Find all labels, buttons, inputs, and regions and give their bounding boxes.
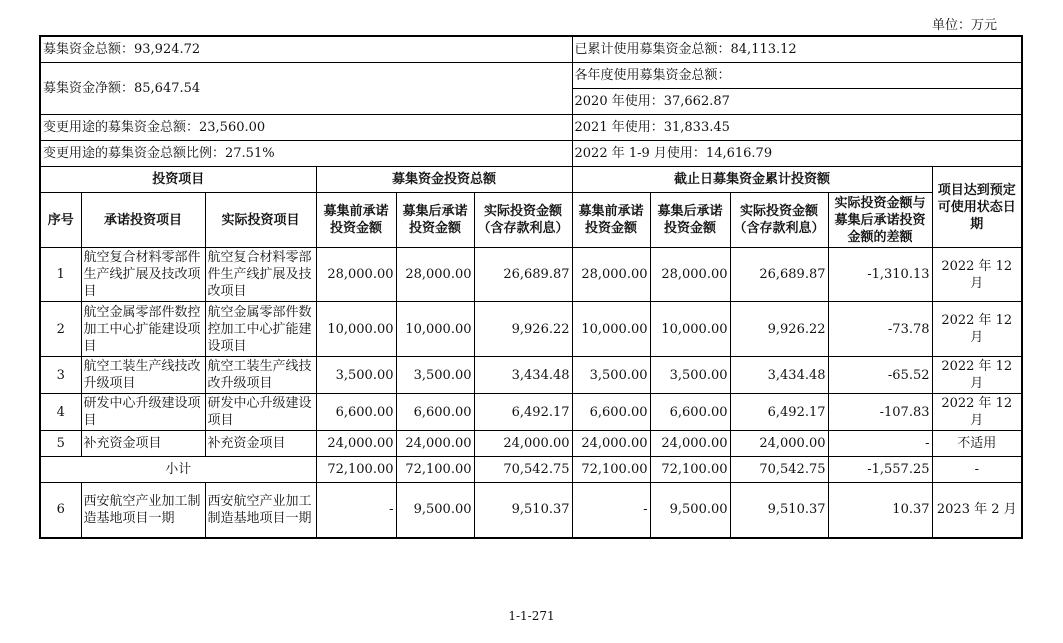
- table-row: [40, 431, 1022, 457]
- header-row: [40, 167, 1022, 193]
- post-commit-cell: 3,500.00: [650, 357, 730, 394]
- pre-commit-cell: 10,000.00: [572, 302, 650, 357]
- committed-project-cell: 西安航空产业加工制造基地项目一期: [81, 483, 205, 538]
- pre-commit-cell: 28,000.00: [572, 248, 650, 302]
- header-difference: 实际投资金额与募集后承诺投资金额的差额: [828, 193, 932, 248]
- seq-cell: 6: [40, 483, 81, 538]
- difference-cell: -65.52: [828, 357, 932, 394]
- seq-cell: 4: [40, 394, 81, 431]
- header-cumulative-investment: 截止日募集资金累计投资额: [572, 167, 932, 193]
- pre-commit-cell: 10,000.00: [316, 302, 396, 357]
- header-post-commit: 募集后承诺投资金额: [396, 193, 474, 248]
- pre-commit-cell: 6,600.00: [572, 394, 650, 431]
- committed-project-cell: 航空工装生产线技改升级项目: [81, 357, 205, 394]
- actual-amount-cell: 70,542.75: [474, 457, 572, 483]
- difference-cell: 10.37: [828, 483, 932, 538]
- header-pre-commit: 募集前承诺投资金额: [316, 193, 396, 248]
- header-row: [40, 193, 1022, 248]
- pre-commit-cell: 3,500.00: [572, 357, 650, 394]
- difference-cell: -107.83: [828, 394, 932, 431]
- actual-amount-cell: 3,434.48: [474, 357, 572, 394]
- seq-cell: 1: [40, 248, 81, 302]
- header-total-investment: 募集资金投资总额: [316, 167, 572, 193]
- pre-commit-cell: 24,000.00: [572, 431, 650, 457]
- committed-project-cell: 研发中心升级建设项目: [81, 394, 205, 431]
- seq-cell: 5: [40, 431, 81, 457]
- year-2021-usage: 2021 年使用：31,833.45: [572, 115, 1022, 141]
- post-commit-cell: 10,000.00: [396, 302, 474, 357]
- actual-project-cell: 航空金属零部件数控加工中心扩能建设项目: [205, 302, 316, 357]
- pre-commit-cell: 72,100.00: [316, 457, 396, 483]
- fund-usage-table: [39, 35, 1023, 539]
- table-row: [40, 483, 1022, 538]
- post-commit-cell: 24,000.00: [396, 431, 474, 457]
- header-pre-commit: 募集前承诺投资金额: [572, 193, 650, 248]
- pre-commit-cell: -: [572, 483, 650, 538]
- summary-row: [40, 141, 1022, 167]
- changed-ratio: 变更用途的募集资金总额比例：27.51%: [40, 141, 572, 167]
- actual-project-cell: 西安航空产业加工制造基地项目一期: [205, 483, 316, 538]
- actual-amount-cell: 6,492.17: [474, 394, 572, 431]
- post-commit-cell: 24,000.00: [650, 431, 730, 457]
- actual-project-cell: 研发中心升级建设项目: [205, 394, 316, 431]
- post-commit-cell: 72,100.00: [650, 457, 730, 483]
- annual-usage-label: 各年度使用募集资金总额：: [572, 63, 1022, 89]
- committed-project-cell: 航空金属零部件数控加工中心扩能建设项目: [81, 302, 205, 357]
- year-2020-usage: 2020 年使用：37,662.87: [572, 89, 1022, 115]
- actual-amount-cell: 70,542.75: [730, 457, 828, 483]
- actual-amount-cell: 9,926.22: [730, 302, 828, 357]
- committed-project-cell: 补充资金项目: [81, 431, 205, 457]
- difference-cell: -1,310.13: [828, 248, 932, 302]
- total-raised: 募集资金总额：93,924.72: [40, 36, 572, 63]
- committed-project-cell: 航空复合材料零部件生产线扩展及技改项目: [81, 248, 205, 302]
- ready-date-cell: 不适用: [932, 431, 1022, 457]
- post-commit-cell: 9,500.00: [650, 483, 730, 538]
- pre-commit-cell: 24,000.00: [316, 431, 396, 457]
- seq-cell: 2: [40, 302, 81, 357]
- table-row: [40, 394, 1022, 431]
- difference-cell: -73.78: [828, 302, 932, 357]
- difference-cell: -1,557.25: [828, 457, 932, 483]
- ready-date-cell: 2022 年 12 月: [932, 248, 1022, 302]
- actual-amount-cell: 3,434.48: [730, 357, 828, 394]
- ready-date-cell: -: [932, 457, 1022, 483]
- post-commit-cell: 28,000.00: [396, 248, 474, 302]
- subtotal-label: 小计: [40, 457, 316, 483]
- ready-date-cell: 2022 年 12 月: [932, 357, 1022, 394]
- actual-project-cell: 航空工装生产线技改升级项目: [205, 357, 316, 394]
- table-row: [40, 302, 1022, 357]
- net-raised: 募集资金净额：85,647.54: [40, 63, 572, 115]
- ready-date-cell: 2022 年 12 月: [932, 302, 1022, 357]
- header-committed-project: 承诺投资项目: [81, 193, 205, 248]
- actual-project-cell: 补充资金项目: [205, 431, 316, 457]
- post-commit-cell: 72,100.00: [396, 457, 474, 483]
- header-actual-amount: 实际投资金额（含存款利息）: [474, 193, 572, 248]
- actual-amount-cell: 24,000.00: [730, 431, 828, 457]
- page-number: 1-1-271: [508, 609, 555, 623]
- post-commit-cell: 28,000.00: [650, 248, 730, 302]
- changed-total: 变更用途的募集资金总额：23,560.00: [40, 115, 572, 141]
- actual-amount-cell: 26,689.87: [730, 248, 828, 302]
- actual-amount-cell: 6,492.17: [730, 394, 828, 431]
- pre-commit-cell: 3,500.00: [316, 357, 396, 394]
- post-commit-cell: 6,600.00: [650, 394, 730, 431]
- actual-amount-cell: 26,689.87: [474, 248, 572, 302]
- ready-date-cell: 2023 年 2 月: [932, 483, 1022, 538]
- post-commit-cell: 10,000.00: [650, 302, 730, 357]
- post-commit-cell: 9,500.00: [396, 483, 474, 538]
- post-commit-cell: 3,500.00: [396, 357, 474, 394]
- header-ready-date: 项目达到预定可使用状态日期: [932, 167, 1022, 248]
- post-commit-cell: 6,600.00: [396, 394, 474, 431]
- header-seq: 序号: [40, 193, 81, 248]
- header-post-commit: 募集后承诺投资金额: [650, 193, 730, 248]
- pre-commit-cell: 6,600.00: [316, 394, 396, 431]
- actual-amount-cell: 9,510.37: [474, 483, 572, 538]
- summary-row: [40, 115, 1022, 141]
- summary-row: [40, 36, 1022, 63]
- header-actual-amount: 实际投资金额（含存款利息）: [730, 193, 828, 248]
- actual-amount-cell: 9,510.37: [730, 483, 828, 538]
- difference-cell: -: [828, 431, 932, 457]
- actual-amount-cell: 24,000.00: [474, 431, 572, 457]
- summary-row: [40, 63, 1022, 89]
- actual-amount-cell: 9,926.22: [474, 302, 572, 357]
- header-investment-project: 投资项目: [40, 167, 316, 193]
- subtotal-row: [40, 457, 1022, 483]
- unit-label: 单位：万元: [931, 18, 997, 33]
- pre-commit-cell: 28,000.00: [316, 248, 396, 302]
- pre-commit-cell: 72,100.00: [572, 457, 650, 483]
- actual-project-cell: 航空复合材料零部件生产线扩展及技改项目: [205, 248, 316, 302]
- table-row: [40, 248, 1022, 302]
- table-row: [40, 357, 1022, 394]
- seq-cell: 3: [40, 357, 81, 394]
- cumulative-used: 已累计使用募集资金总额：84,113.12: [572, 36, 1022, 63]
- header-actual-project: 实际投资项目: [205, 193, 316, 248]
- ready-date-cell: 2022 年 12 月: [932, 394, 1022, 431]
- pre-commit-cell: -: [316, 483, 396, 538]
- year-2022-usage: 2022 年 1-9 月使用：14,616.79: [572, 141, 1022, 167]
